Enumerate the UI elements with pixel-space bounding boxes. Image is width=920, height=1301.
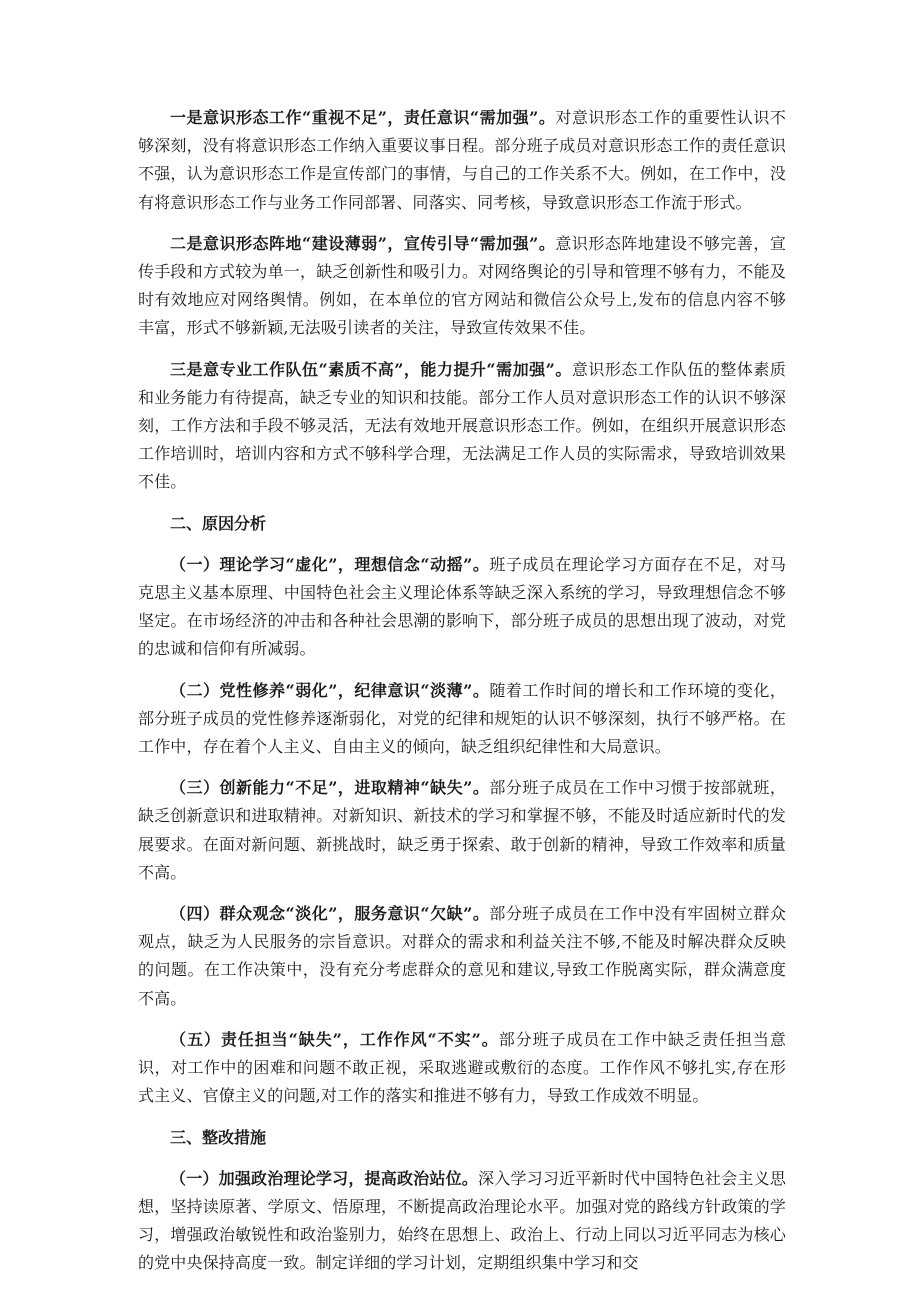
section2-item-2 — [138, 677, 786, 762]
item-lead: （一）理论学习“虚化”，理想信念“动摇”。 — [170, 554, 490, 574]
item-body: 深入学习习近平新时代中国特色社会主义思想，坚持读原著、学原文、悟原理，不断提高政治理论水平。加强对党的路线方针政策的学习，增强政治敏锐性和政治鉴别力，始终在思想上、政治上、行动上同以习近平同志为核心的党中央保持高度一致。制定详细的学习计划，定期组织集中学习和交 — [138, 1168, 786, 1273]
item-body: 随着工作时间的增长和工作环境的变化，部分班子成员的党性修养逐渐弱化，对党的纪律和规矩的认识不够深刻，执行不够严格。在工作中，存在着个人主义、自由主义的倾向，缺乏组织纪律性和大局意识。 — [138, 680, 787, 757]
item-body: 班子成员在理论学习方面存在不足，对马克思主义基本原理、中国特色社会主义理论体系等缺乏深入系统的学习，导致理想信念不够坚定。在市场经济的冲击和各种社会思潮的影响下，部分班子成员的思想出现了波动，对党的忠诚和信仰有所减弱。 — [138, 554, 787, 659]
section2-item-1 — [138, 551, 786, 664]
item-lead: （三）创新能力“不足”，进取精神“缺失”。 — [170, 778, 490, 798]
item-body: 意识形态阵地建设不够完善，宣传手段和方式较为单一，缺乏创新性和吸引力。对网络舆论的引导和管理不够有力，不能及时有效地应对网络舆情。例如，在本单位的官方网站和微信公众号上,发布的信息内容不够丰富，形式不够新颖,无法吸引读者的关注，导致宣传效果不佳。 — [138, 233, 786, 338]
item-lead: 一是意识形态工作“重视不足”，责任意识“需加强”。 — [170, 108, 556, 127]
item-lead: （二）党性修养“弱化”，纪律意识“淡薄”。 — [170, 680, 490, 700]
item-body: 部分班子成员在工作中没有牢固树立群众观点，缺乏为人民服务的宗旨意识。对群众的需求和利益关注不够,不能及时解决群众反映的问题。在工作决策中，没有充分考虑群众的意见和建议,导致工作脱离实际，群众满意度不高。 — [138, 904, 787, 1008]
section3-heading: 三、整改措施 — [170, 1127, 267, 1147]
item-lead: 二是意识形态阵地“建设薄弱”，宣传引导“需加强”。 — [170, 233, 556, 253]
section1-item-1 — [138, 104, 786, 217]
item-body: 对意识形态工作的重要性认识不够深刻，没有将意识形态工作纳入重要议事日程。部分班子成员对意识形态工作的责任意识不强，认为意识形态工作是宣传部门的事情，与自己的工作关系不大。例如，在工作中，没有将意识形态工作与业务工作同部署、同落实、同考核，导致意识形态工作流于形式。 — [138, 108, 786, 212]
item-lead: （四）群众观念“淡化”，服务意识“欠缺”。 — [170, 904, 490, 924]
item-body: 意识形态工作队伍的整体素质和业务能力有待提高，缺乏专业的知识和技能。部分工作人员对意识形态工作的认识不够深刻，工作方法和手段不够灵活，无法有效地开展意识形态工作。例如，在组织开展意识形态工作培训时，培训内容和方式不够科学合理，无法满足工作人员的实际需求，导致培训效果不佳。 — [138, 359, 787, 492]
item-lead: （一）加强政治理论学习，提高政治站位。 — [170, 1168, 479, 1188]
section2-item-4 — [138, 900, 786, 1013]
section3-item-1 — [138, 1165, 786, 1278]
item-lead: （五）责任担当“缺失”，工作作风“不实”。 — [170, 1029, 499, 1049]
document-page — [138, 104, 786, 1291]
section2-item-3 — [138, 774, 786, 887]
section2-heading: 二、原因分析 — [170, 513, 267, 533]
section1-item-3 — [138, 356, 786, 497]
section1-item-2 — [138, 230, 786, 343]
item-lead: 三是意专业工作队伍“素质不高”，能力提升“需加强”。 — [170, 359, 572, 379]
item-body: 部分班子成员在工作中缺乏责任担当意识，对工作中的困难和问题不敢正视，采取逃避或敷衍的态度。工作作风不够扎实,存在形式主义、官僚主义的问题,对工作的落实和推进不够有力，导致工作成效不明显。 — [138, 1029, 786, 1106]
section2-item-5 — [138, 1026, 786, 1111]
item-body: 部分班子成员在工作中习惯于按部就班，缺乏创新意识和进取精神。对新知识、新技术的学习和掌握不够，不能及时适应新时代的发展要求。在面对新问题、新挑战时，缺乏勇于探索、敢于创新的精神，导致工作效率和质量不高。 — [138, 778, 787, 882]
